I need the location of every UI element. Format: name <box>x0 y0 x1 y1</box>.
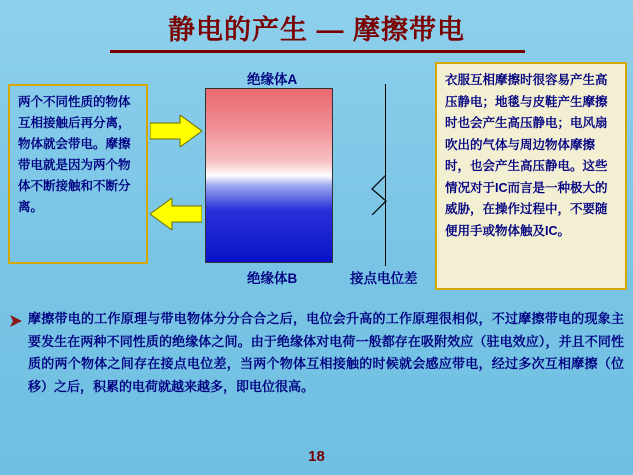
arrow-right-icon <box>150 115 202 147</box>
figure-label-contact-potential: 接点电位差 <box>350 271 418 286</box>
body-paragraph: 摩擦带电的工作原理与带电物体分分合合之后，电位会升高的工作原理很相似，不过摩擦带电的现象主要发生在两种不同性质的绝缘体之间。由于绝缘体对电荷一般都存在吸附效应（驻电效应），并且不同性质的两个物体之间存在接点电位差，当两个物体互相接触的时候就会感应带电，经过多次互相摩擦（位移）之后，积累的电荷就越来越多，即电位很高。 <box>28 311 624 394</box>
right-callout-text: 衣服互相摩擦时很容易产生高压静电；地毯与皮鞋产生摩擦时也会产生高压静电；电风扇吹出的气体与周边物体摩擦时，也会产生高压静电。这些情况对于IC而言是一种极大的威胁，在操作过程中，不要随便用手或物体触及IC。 <box>445 73 608 238</box>
page-number: 18 <box>308 448 325 465</box>
right-callout-box <box>435 62 627 290</box>
page-title: 静电的产生 — 摩擦带电 <box>167 15 465 45</box>
left-callout-box <box>8 84 148 264</box>
figure-label-top: 绝缘体A <box>247 72 298 87</box>
figure-label-bottom: 绝缘体B <box>247 271 298 286</box>
insulator-block-diagram <box>205 88 333 263</box>
arrow-left-icon <box>150 198 202 230</box>
potential-kink-icon <box>368 175 390 215</box>
title-underline <box>110 50 525 53</box>
arrow-bullet-icon <box>9 314 23 328</box>
left-callout-text: 两个不同性质的物体互相接触后再分离，物体就会带电。摩擦带电就是因为两个物体不断接触和不断分离。 <box>18 95 131 214</box>
